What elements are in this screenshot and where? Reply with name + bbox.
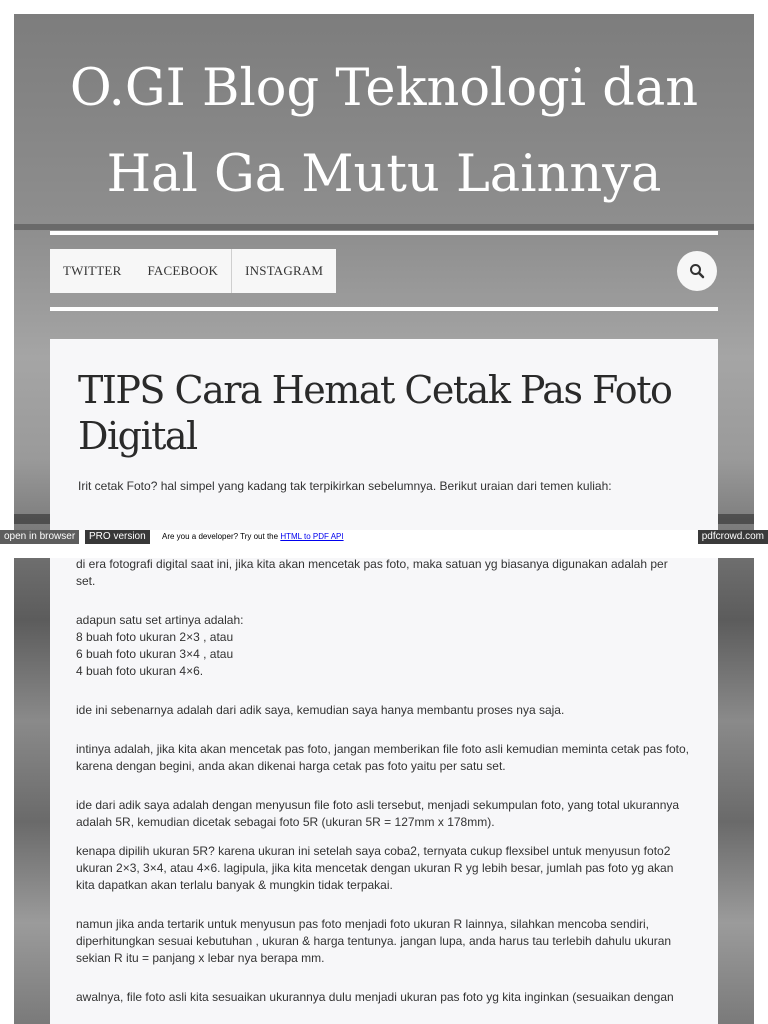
paragraph-line: namun jika anda tertarik untuk menyusun pas foto menjadi foto ukuran R lainnya, silahkan mencoba sendiri, <box>76 917 649 931</box>
paragraph-line: adapun satu set artinya adalah: <box>76 613 244 627</box>
paragraph-line: 6 buah foto ukuran 3×4 , atau <box>76 647 234 661</box>
paragraph-line: ide ini sebenarnya adalah dari adik saya, kemudian saya hanya membantu proses nya saja. <box>76 703 565 717</box>
paragraph-line: ukuran 2×3, 3×4, atau 4×6. lagipula, jika kita mencetak dengan ukuran R yg lebih besar, jumlah pas foto yg akan <box>76 861 674 875</box>
open-in-browser-button[interactable]: open in browser <box>0 530 79 544</box>
html-to-pdf-link[interactable]: HTML to PDF API <box>280 532 344 541</box>
paragraph-line: kita dapatkan akan terlalu banyak & mungkin tidak terpakai. <box>76 878 393 892</box>
pdfcrowd-brand-link[interactable]: pdfcrowd.com <box>698 530 768 544</box>
developer-promo <box>162 530 344 544</box>
post-intro: Irit cetak Foto? hal simpel yang kadang tak terpikirkan sebelumnya. Berikut uraian dari temen kuliah: <box>78 479 612 493</box>
paragraph-line: adalah 5R, kemudian dicetak sebagai foto 5R (ukuran 5R = 127mm x 178mm). <box>76 815 495 829</box>
nav-instagram[interactable]: INSTAGRAM <box>231 249 336 293</box>
paragraph-line: 4 buah foto ukuran 4×6. <box>76 664 204 678</box>
search-button[interactable] <box>677 251 717 291</box>
post-paragraph <box>76 702 690 719</box>
header-rule-top <box>50 231 718 235</box>
paragraph-line: sekian R itu = panjang x lebar nya berapa mm. <box>76 951 325 965</box>
post-title[interactable]: TIPS Cara Hemat Cetak Pas Foto Digital <box>78 368 672 458</box>
social-nav <box>50 249 336 293</box>
post-paragraph <box>76 916 690 967</box>
paragraph-line: karena dengan begini, anda akan dikenai harga cetak pas foto yaitu per satu set. <box>76 759 506 773</box>
post-paragraph <box>76 989 690 1006</box>
site-title[interactable] <box>14 46 754 218</box>
nav-facebook[interactable]: FACEBOOK <box>147 263 219 278</box>
paragraph-line: intinya adalah, jika kita akan mencetak pas foto, jangan memberikan file foto asli kemudian meminta cetak pas foto, <box>76 742 690 756</box>
pdfcrowd-bar <box>0 530 768 544</box>
pro-version-button[interactable]: PRO version <box>85 530 150 544</box>
nav-twitter[interactable]: TWITTER <box>63 263 122 278</box>
photo-horizon <box>14 224 754 230</box>
paragraph-line: ide dari adik saya adalah dengan menyusun file foto asli tersebut, menjadi sekumpulan foto, yang total ukurannya <box>76 798 680 812</box>
paragraph-line: awalnya, file foto asli kita sesuaikan ukurannya dulu menjadi ukuran pas foto yg kita inginkan (sesuaikan dengan <box>76 990 674 1004</box>
paragraph-line: di era fotografi digital saat ini, jika kita akan mencetak pas foto, maka satuan yg biasanya digunakan adalah per set. <box>76 557 668 588</box>
developer-promo-text: Are you a developer? Try out the <box>162 532 279 541</box>
post-paragraph <box>76 843 690 894</box>
post-body <box>76 556 690 1006</box>
paragraph-line: kenapa dipilih ukuran 5R? karena ukuran ini setelah saya coba2, ternyata cukup flexsibel untuk menyusun foto2 <box>76 844 671 858</box>
site-title-line2[interactable]: Hal Ga Mutu Lainnya <box>106 145 662 204</box>
post-paragraph <box>76 612 690 680</box>
site-title-line1[interactable]: O.GI Blog Teknologi dan <box>69 59 699 118</box>
search-icon <box>689 263 705 279</box>
post-paragraph <box>76 556 690 590</box>
paragraph-line: diperhitungkan sesuai kebutuhan , ukuran & harga tentunya. jangan lupa, anda harus tau terlebih dahulu ukuran <box>76 934 672 948</box>
post-paragraph <box>76 741 690 775</box>
header-rule-bottom <box>50 307 718 311</box>
paragraph-line: 8 buah foto ukuran 2×3 , atau <box>76 630 234 644</box>
post-paragraph <box>76 797 690 831</box>
